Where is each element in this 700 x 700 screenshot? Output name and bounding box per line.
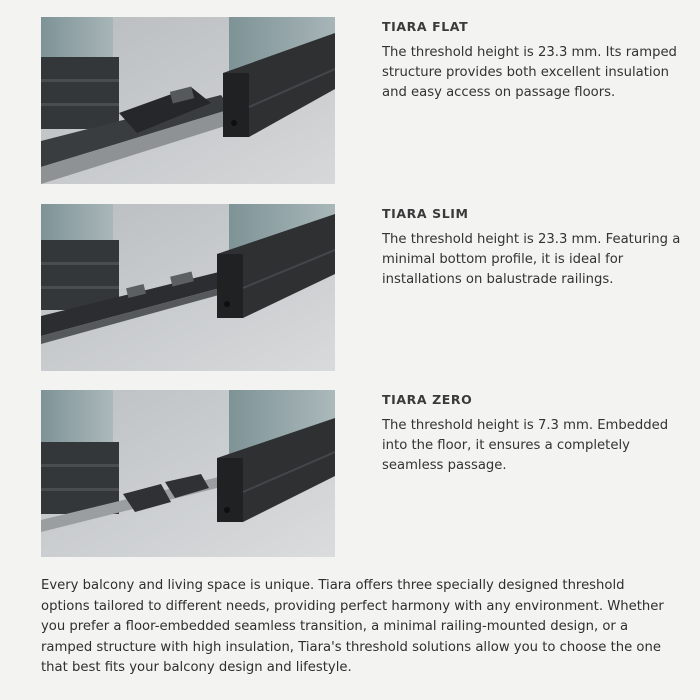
product-text-zero xyxy=(382,392,682,476)
product-description: The threshold height is 23.3 mm. Its ramped structure provides both excellent insulation and easy access on passage floors. xyxy=(382,45,677,100)
product-text-flat xyxy=(382,19,682,103)
product-description: The threshold height is 23.3 mm. Featuring a minimal bottom profile, it is ideal for installations on balustrade railings. xyxy=(382,232,681,287)
product-name: TIARA ZERO xyxy=(382,392,473,407)
product-name: TIARA SLIM xyxy=(382,206,469,221)
summary-paragraph: Every balcony and living space is unique. Tiara offers three specially designed threshold options tailored to different needs, providing perfect harmony with any environment. Whether you prefer a floor-embedded seamless transition, a minimal railing-mounted design, or a ramped structure with high insulation, Tiara's threshold solutions allow you to choose the one that best fits your balcony design and lifestyle. xyxy=(41,578,664,675)
threshold-slim-image xyxy=(41,204,335,371)
product-name: TIARA FLAT xyxy=(382,19,469,34)
product-photo-flat xyxy=(41,17,335,184)
product-photo-zero xyxy=(41,390,335,557)
threshold-flat-image xyxy=(41,17,335,184)
product-photo-slim xyxy=(41,204,335,371)
product-description: The threshold height is 7.3 mm. Embedded into the floor, it ensures a completely seamless passage. xyxy=(382,418,669,473)
threshold-zero-image xyxy=(41,390,335,557)
product-text-slim xyxy=(382,206,682,290)
